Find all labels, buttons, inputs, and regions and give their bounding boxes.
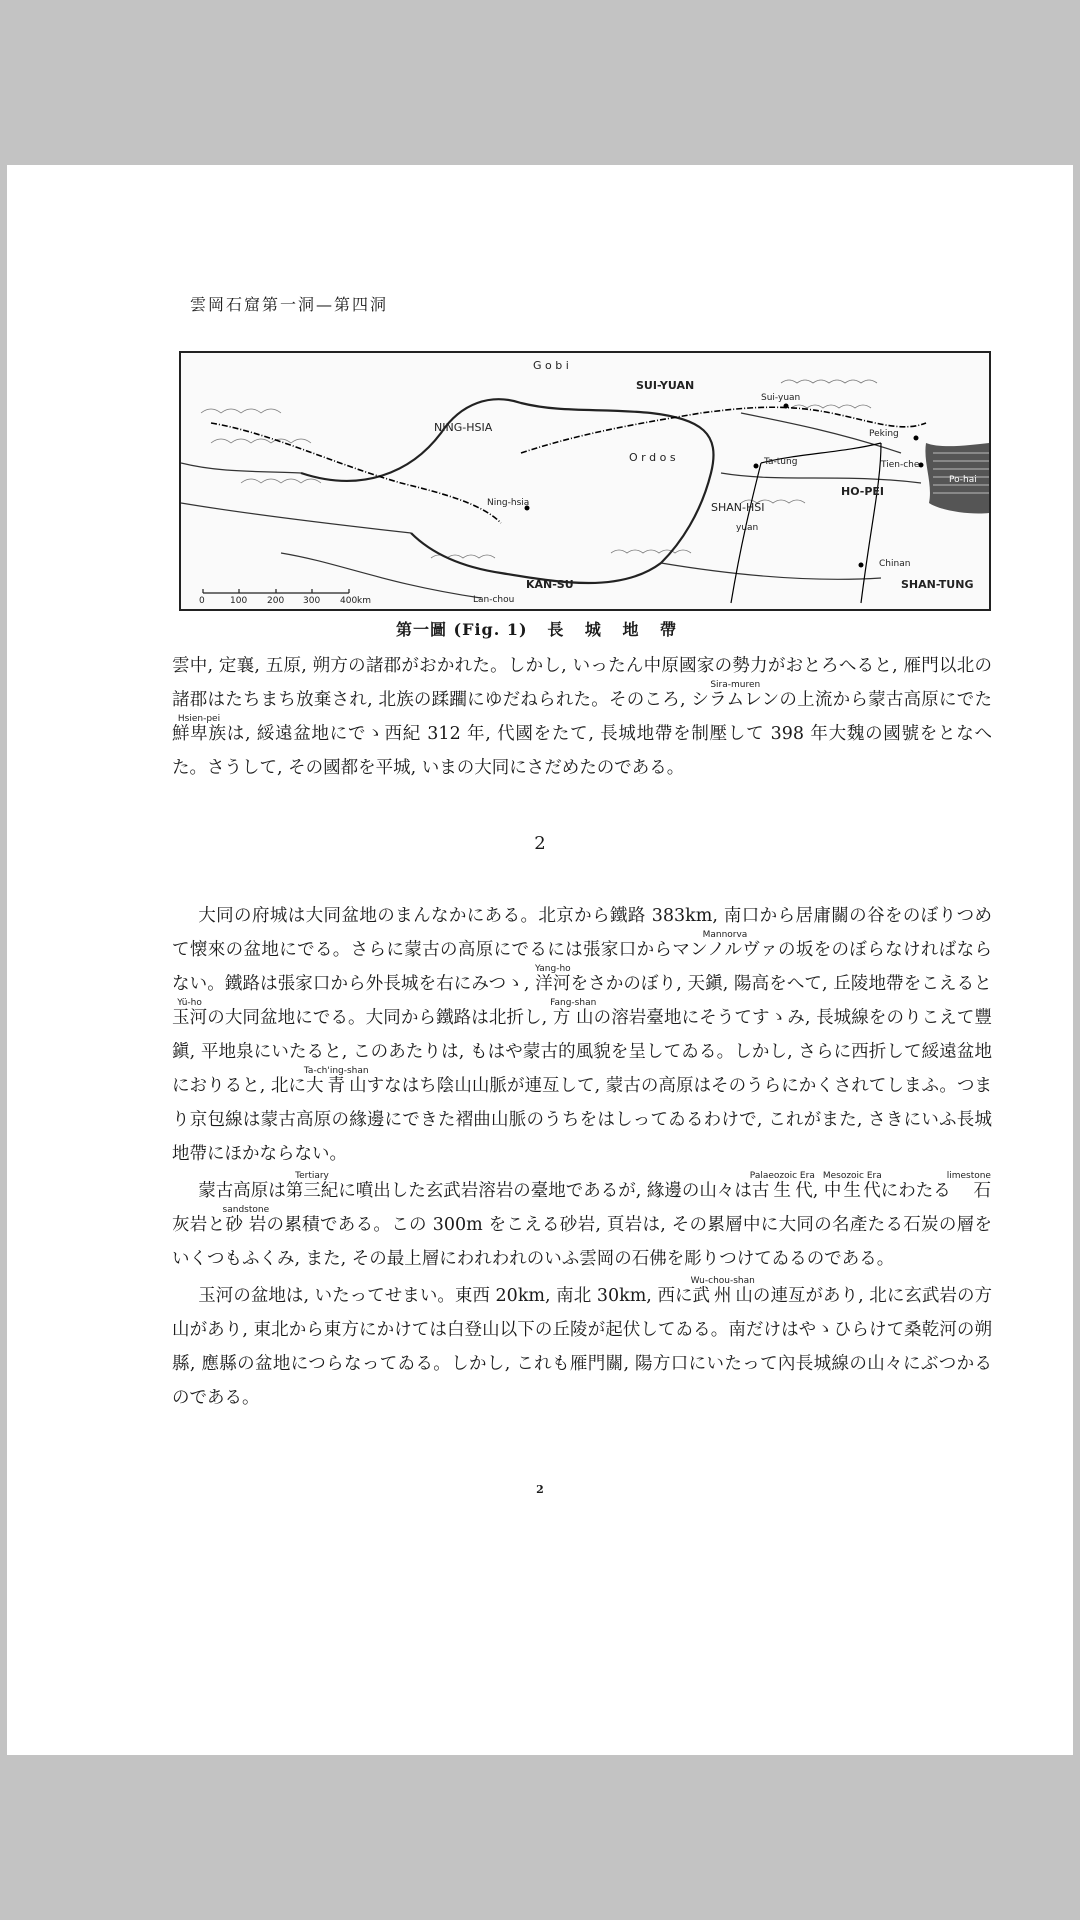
label-gobi: G o b i <box>533 359 569 372</box>
label-tientsin: Tien-che <box>881 460 920 470</box>
p2-text-4: の大同盆地にでる。大同から鐵路は北折し, <box>207 1008 553 1028</box>
p2-ruby-fang-shan <box>550 998 597 1028</box>
p3-ruby-text-3: Mesozoic Era <box>822 1171 882 1181</box>
figure-caption <box>7 617 1073 640</box>
p2-ruby-text-2: Yang-ho <box>535 964 571 974</box>
p3-ruby-text-5: sandstone <box>222 1205 270 1215</box>
p3-text-1: 蒙古高原は <box>198 1181 286 1201</box>
label-sui-yuan: SUI-YUAN <box>636 379 695 392</box>
p2-ruby-text-1: Mannorva <box>672 930 778 940</box>
scale-tick-400: 400 <box>340 596 358 606</box>
scale-tick-0: 0 <box>199 596 205 606</box>
label-shan-hsi: SHAN-HSI <box>711 501 765 514</box>
p4-text-2: の連亙があり, 北に玄武岩の方山があり, 東北から東方にかけては白登山以下の丘陵が起伏してゐる。南だけはやゝひらけて桑乾河の朔縣, 應縣の盆地につらなってゐる。しかし, これも雁門關, 陽方口にいたって內長城線の山々にぶつかるのである。 <box>172 1286 992 1408</box>
p1-text-1: 雲中, 定襄, 五原, 朔方の諸郡がおかれた。しかし, いったん中原國家の勢力がおとろへると, 雁門以北の諸郡はたちまち放棄され, 北族の蹂躙にゆだねられた。そのころ, <box>172 656 992 710</box>
section-number: 2 <box>534 833 546 854</box>
document-page <box>7 165 1073 1755</box>
p3-ruby-tertiary <box>285 1171 339 1201</box>
p3-ruby-text-1: Tertiary <box>285 1171 339 1181</box>
label-tai-yuan: yuan <box>736 523 759 533</box>
label-po-hai: Po-hai <box>949 475 977 485</box>
p4-ruby-wu-chou-shan <box>690 1276 755 1306</box>
p1-ruby-hsien-pei <box>172 714 227 744</box>
label-lan-chou: Lan-chou <box>473 595 515 605</box>
section-2-body <box>172 899 992 1415</box>
label-sui-yuan-city: Sui-yuan <box>761 393 801 403</box>
scale-tick-100: 100 <box>230 596 248 606</box>
running-head: 雲岡石窟第一洞—第四洞 <box>190 295 389 314</box>
paragraph-3 <box>172 1171 992 1276</box>
paragraph-2 <box>172 899 992 1171</box>
paragraph-4 <box>172 1276 992 1415</box>
p2-text-5: の溶岩臺地にそうてすゝみ, 長城線をのりこえて豐鎭, 平地泉にいたると, このあたりは, もはや蒙古的風貌を呈してゐる。しかし, さらに西折して綏遠盆地におりると, 北に <box>172 1008 993 1096</box>
p2-ruby-base-2: 洋河 <box>535 974 571 994</box>
scale-tick-300: 300 <box>303 596 321 606</box>
p3-ruby-base-2: 古生代 <box>749 1181 815 1201</box>
p2-ruby-yang-ho <box>535 964 571 994</box>
map-drawing <box>181 353 989 609</box>
p2-ruby-text-5: Ta-ch'ing-shan <box>303 1066 369 1076</box>
p3-text-5: と <box>207 1215 226 1235</box>
p3-text-6: の累積である。この 300m をこえる砂岩, 頁岩は, その累層中に大同の名產たる石炭の層をいくつもふくみ, また, その最上層にわれわれのいふ雲岡の石佛を彫りつけてゐるのである。 <box>172 1215 992 1269</box>
label-shan-tung: SHAN-TUNG <box>901 578 974 591</box>
p3-ruby-mesozoic <box>822 1171 882 1201</box>
scale-tick-200: 200 <box>267 596 285 606</box>
p1-text-2: の上流から蒙古高原にでた <box>779 690 993 710</box>
p4-text-1: 玉河の盆地は, いたってせまい。東西 20km, 南北 30km, 西に <box>198 1286 693 1306</box>
p4-ruby-text-1: Wu-chou-shan <box>690 1276 755 1286</box>
p2-text-3: をさかのぼり, 天鎭, 陽高をへて, 丘陵地帶をこえると <box>570 974 992 994</box>
p3-ruby-base-3: 中生代 <box>822 1181 882 1201</box>
p1-ruby-base-2: 鮮卑族 <box>172 724 227 744</box>
p3-text-3: , <box>812 1181 824 1201</box>
label-ning-hsia-city: Ning-hsia <box>487 498 530 508</box>
page-number: 2 <box>536 1483 544 1496</box>
p1-ruby-text-1: Sira-muren <box>691 680 780 690</box>
p1-ruby-text-2: Hsien-pei <box>172 714 226 724</box>
label-ho-pei: HO-PEI <box>841 485 884 498</box>
p2-text-2: の坂をのぼらなければならない。鐵路は張家口から外長城を右にみつゝ, <box>172 940 993 994</box>
label-ordos: O r d o s <box>629 451 676 464</box>
p1-ruby-sira-muren <box>691 680 780 710</box>
great-wall-region-map <box>179 351 991 611</box>
p2-text-6: すなはち陰山山脈が連亙して, 蒙古の高原はそのうらにかくされてしまふ。つまり京包線は蒙古高原の緣邊にできた褶曲山脈のうちをはしってゐるわけで, これがまた, さきにいふ長城地帶にほかならない。 <box>172 1076 992 1164</box>
p3-ruby-base-5: 砂岩 <box>222 1215 270 1235</box>
p1-text-3: は, 綏遠盆地にでゝ西紀 312 年, 代國をたて, 長城地帶を制壓して 398 年大魏の國號をとなへた。さうして, その國都を平城, いまの大同にさだめたのである。 <box>172 724 993 778</box>
p2-ruby-text-4: Fang-shan <box>550 998 597 1008</box>
p3-ruby-base-4: 石灰岩 <box>172 1181 991 1235</box>
p3-ruby-base-1: 第三紀 <box>285 1181 339 1201</box>
p3-ruby-text-4: limestone <box>946 1171 991 1181</box>
p2-ruby-text-3: Yü-ho <box>172 998 208 1008</box>
label-ning-hsia: NING-HSIA <box>434 421 493 434</box>
p3-ruby-sandstone <box>222 1205 270 1235</box>
p3-text-2: に噴出した玄武岩溶岩の臺地であるが, 緣邊の山々は <box>338 1181 752 1201</box>
p2-ruby-yu-ho <box>172 998 208 1028</box>
p3-ruby-palaeozoic <box>749 1171 815 1201</box>
figure-caption-prefix: 第一圖 (Fig. 1) <box>395 620 528 639</box>
p2-ruby-base-4: 方山 <box>550 1008 597 1028</box>
p4-ruby-base-1: 武州山 <box>690 1286 755 1306</box>
p3-ruby-text-2: Palaeozoic Era <box>749 1171 815 1181</box>
p2-text-1: 大同の府城は大同盆地のまんなかにある。北京から鐵路 383km, 南口から居庸關の谷をのぼりつめて懐來の盆地にでる。さらに蒙古の高原にでるには張家口から <box>172 906 992 960</box>
label-ta-tung: Ta-tung <box>764 457 798 467</box>
p2-ruby-base-1: マンノルヴァ <box>672 940 778 960</box>
p3-text-4: にわたる <box>880 1181 951 1201</box>
p2-ruby-mannorva <box>672 930 778 960</box>
p1-ruby-base-1: シラムレン <box>691 690 780 710</box>
p2-ruby-ta-ching-shan <box>303 1066 369 1096</box>
figure-caption-title: 長 城 地 帶 <box>547 620 685 639</box>
label-peking: Peking <box>869 429 899 439</box>
p2-ruby-base-5: 大青山 <box>303 1076 369 1096</box>
paragraph-1 <box>172 649 992 785</box>
scale-unit: km <box>357 596 371 606</box>
label-kan-su: KAN-SU <box>526 578 574 591</box>
label-chinan: Chinan <box>879 559 911 569</box>
p2-ruby-base-3: 玉河 <box>172 1008 208 1028</box>
